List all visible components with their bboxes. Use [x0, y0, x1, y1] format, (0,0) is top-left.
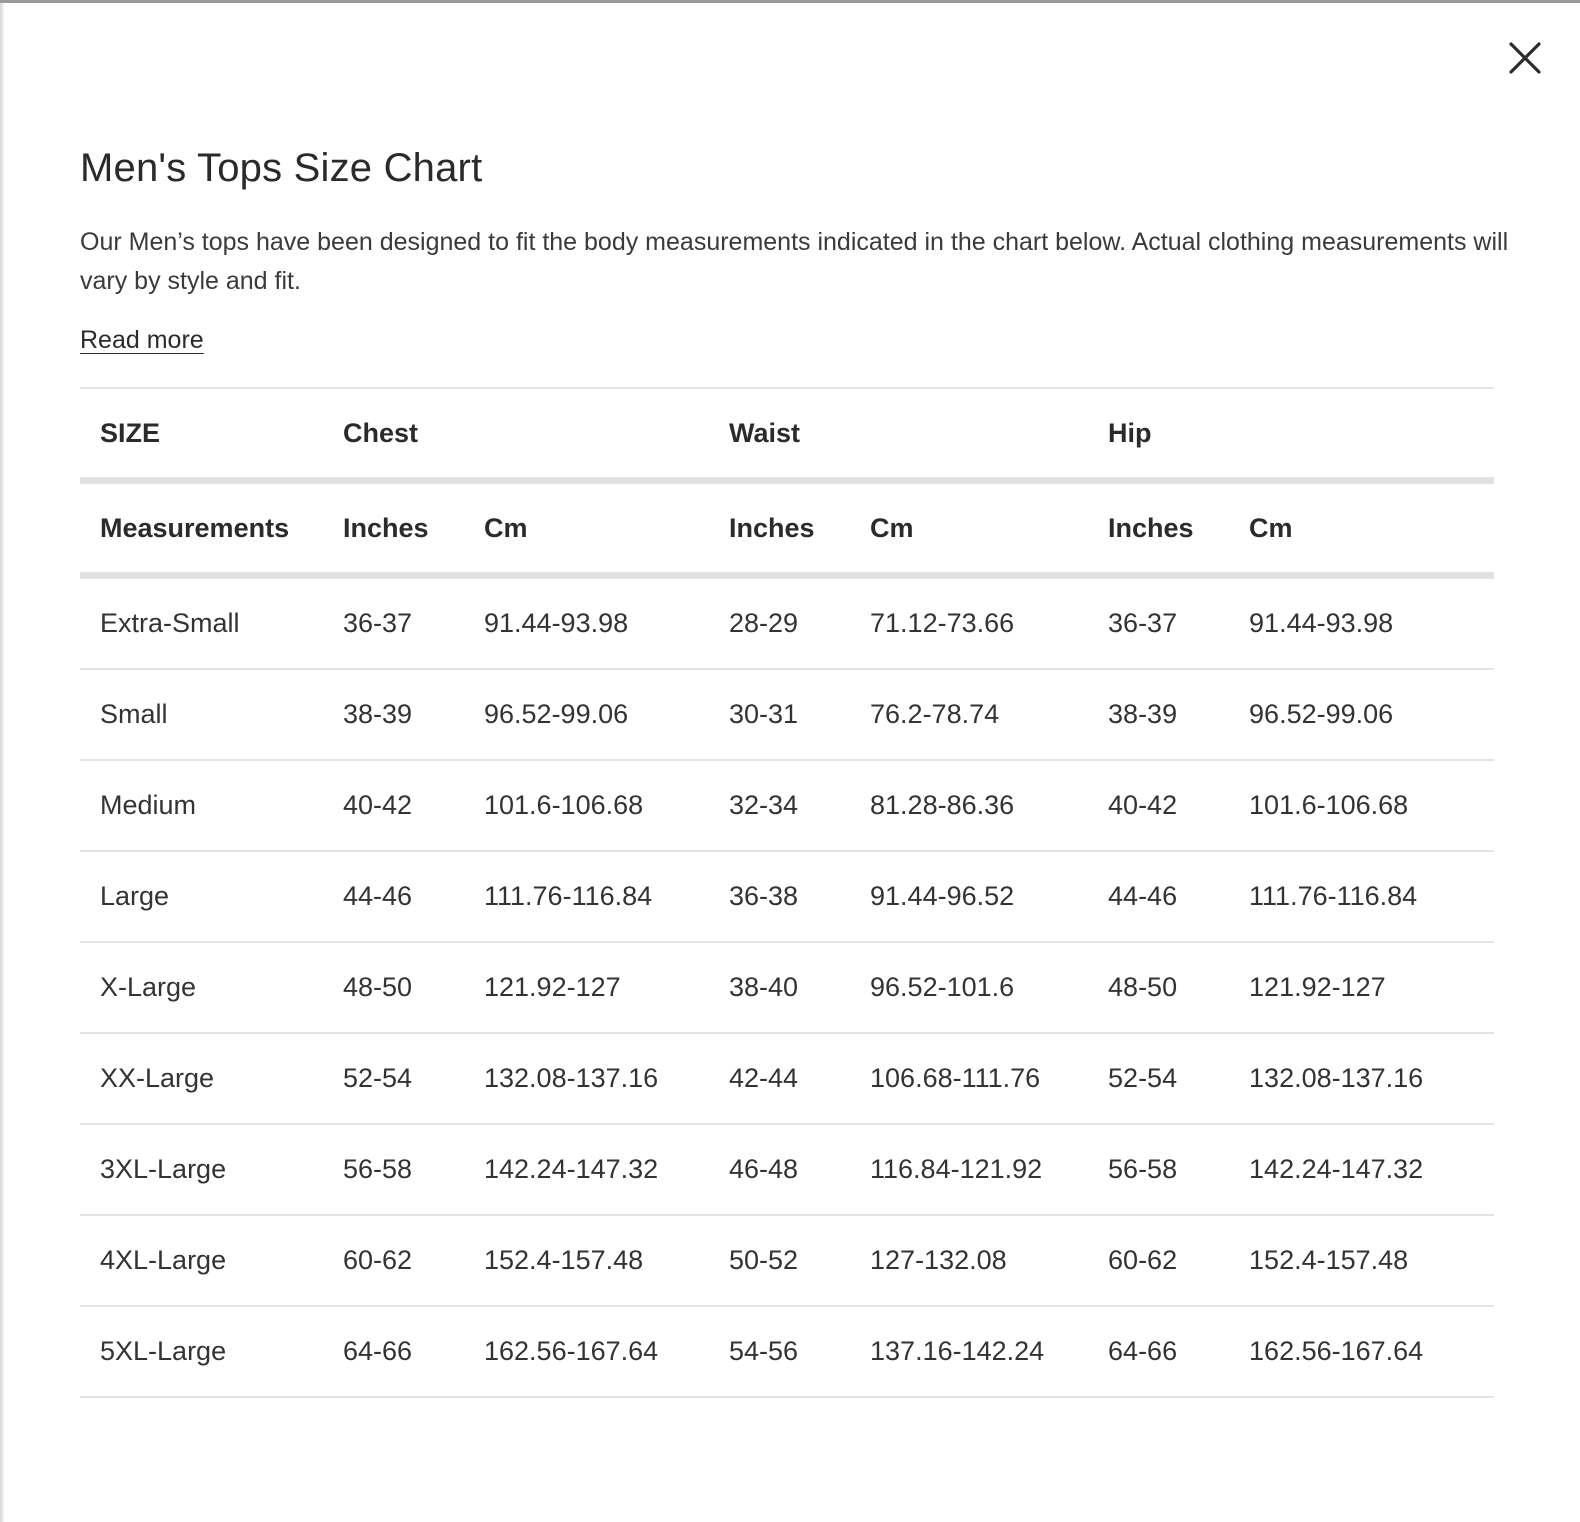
cell-waist-cm: 137.16-142.24: [870, 1306, 1108, 1397]
size-chart-modal: [4, 3, 1580, 1522]
cell-hip-inches: 36-37: [1108, 576, 1249, 670]
cell-hip-cm: 162.56-167.64: [1249, 1306, 1494, 1397]
cell-hip-cm: 142.24-147.32: [1249, 1124, 1494, 1215]
cell-waist-inches: 46-48: [729, 1124, 870, 1215]
cell-chest-inches: 38-39: [343, 669, 484, 760]
close-button[interactable]: [1500, 33, 1550, 83]
cell-chest-cm: 101.6-106.68: [484, 760, 729, 851]
table-row: [80, 1306, 1494, 1397]
table-row: [80, 1124, 1494, 1215]
cell-waist-inches: 50-52: [729, 1215, 870, 1306]
cell-chest-cm: 152.4-157.48: [484, 1215, 729, 1306]
cell-hip-cm: 152.4-157.48: [1249, 1215, 1494, 1306]
cell-chest-inches: 52-54: [343, 1033, 484, 1124]
cell-hip-inches: 64-66: [1108, 1306, 1249, 1397]
cell-waist-cm: 96.52-101.6: [870, 942, 1108, 1033]
cell-size: Extra-Small: [80, 576, 343, 670]
cell-waist-cm: 106.68-111.76: [870, 1033, 1108, 1124]
cell-waist-inches: 30-31: [729, 669, 870, 760]
table-row: [80, 942, 1494, 1033]
header-hip-cm: Cm: [1249, 481, 1494, 576]
cell-hip-inches: 40-42: [1108, 760, 1249, 851]
table-row: [80, 669, 1494, 760]
header-chest: Chest: [343, 388, 729, 481]
table-row: [80, 760, 1494, 851]
header-waist-cm: Cm: [870, 481, 1108, 576]
cell-hip-inches: 60-62: [1108, 1215, 1249, 1306]
header-waist-inches: Inches: [729, 481, 870, 576]
cell-hip-cm: 121.92-127: [1249, 942, 1494, 1033]
close-icon: [1500, 33, 1550, 83]
cell-chest-cm: 111.76-116.84: [484, 851, 729, 942]
cell-chest-inches: 64-66: [343, 1306, 484, 1397]
header-size: SIZE: [80, 388, 343, 481]
read-more-link[interactable]: Read more: [80, 326, 204, 354]
cell-waist-cm: 116.84-121.92: [870, 1124, 1108, 1215]
cell-hip-inches: 44-46: [1108, 851, 1249, 942]
table-row: [80, 1215, 1494, 1306]
header-waist: Waist: [729, 388, 1108, 481]
cell-hip-cm: 91.44-93.98: [1249, 576, 1494, 670]
cell-chest-inches: 60-62: [343, 1215, 484, 1306]
cell-chest-cm: 96.52-99.06: [484, 669, 729, 760]
cell-size: 5XL-Large: [80, 1306, 343, 1397]
cell-chest-cm: 121.92-127: [484, 942, 729, 1033]
cell-waist-cm: 127-132.08: [870, 1215, 1108, 1306]
cell-size: Medium: [80, 760, 343, 851]
cell-chest-cm: 162.56-167.64: [484, 1306, 729, 1397]
header-hip: Hip: [1108, 388, 1494, 481]
cell-waist-inches: 32-34: [729, 760, 870, 851]
header-chest-inches: Inches: [343, 481, 484, 576]
cell-chest-inches: 40-42: [343, 760, 484, 851]
cell-chest-cm: 91.44-93.98: [484, 576, 729, 670]
cell-chest-cm: 142.24-147.32: [484, 1124, 729, 1215]
cell-waist-cm: 71.12-73.66: [870, 576, 1108, 670]
cell-waist-inches: 38-40: [729, 942, 870, 1033]
cell-waist-inches: 54-56: [729, 1306, 870, 1397]
size-chart-table: [80, 387, 1494, 1398]
modal-title: Men's Tops Size Chart: [80, 146, 483, 190]
unit-header-row: [80, 481, 1494, 576]
cell-chest-inches: 56-58: [343, 1124, 484, 1215]
cell-chest-inches: 48-50: [343, 942, 484, 1033]
cell-waist-cm: 81.28-86.36: [870, 760, 1108, 851]
group-header-row: [80, 388, 1494, 481]
cell-hip-inches: 48-50: [1108, 942, 1249, 1033]
cell-chest-inches: 36-37: [343, 576, 484, 670]
cell-waist-cm: 91.44-96.52: [870, 851, 1108, 942]
cell-size: XX-Large: [80, 1033, 343, 1124]
cell-chest-inches: 44-46: [343, 851, 484, 942]
cell-waist-inches: 42-44: [729, 1033, 870, 1124]
header-measurements: Measurements: [80, 481, 343, 576]
cell-size: Large: [80, 851, 343, 942]
cell-hip-cm: 101.6-106.68: [1249, 760, 1494, 851]
cell-waist-inches: 28-29: [729, 576, 870, 670]
cell-hip-inches: 56-58: [1108, 1124, 1249, 1215]
cell-waist-inches: 36-38: [729, 851, 870, 942]
header-hip-inches: Inches: [1108, 481, 1249, 576]
table-row: [80, 1033, 1494, 1124]
cell-hip-inches: 38-39: [1108, 669, 1249, 760]
header-chest-cm: Cm: [484, 481, 729, 576]
cell-hip-cm: 132.08-137.16: [1249, 1033, 1494, 1124]
cell-size: 4XL-Large: [80, 1215, 343, 1306]
cell-waist-cm: 76.2-78.74: [870, 669, 1108, 760]
modal-description: Our Men’s tops have been designed to fit the body measurements indicated in the chart below. Actual clothing measurements will vary by style and fit.: [80, 228, 1509, 295]
cell-size: Small: [80, 669, 343, 760]
cell-size: 3XL-Large: [80, 1124, 343, 1215]
cell-chest-cm: 132.08-137.16: [484, 1033, 729, 1124]
cell-size: X-Large: [80, 942, 343, 1033]
cell-hip-cm: 96.52-99.06: [1249, 669, 1494, 760]
cell-hip-inches: 52-54: [1108, 1033, 1249, 1124]
cell-hip-cm: 111.76-116.84: [1249, 851, 1494, 942]
table-row: [80, 851, 1494, 942]
table-row: [80, 576, 1494, 670]
